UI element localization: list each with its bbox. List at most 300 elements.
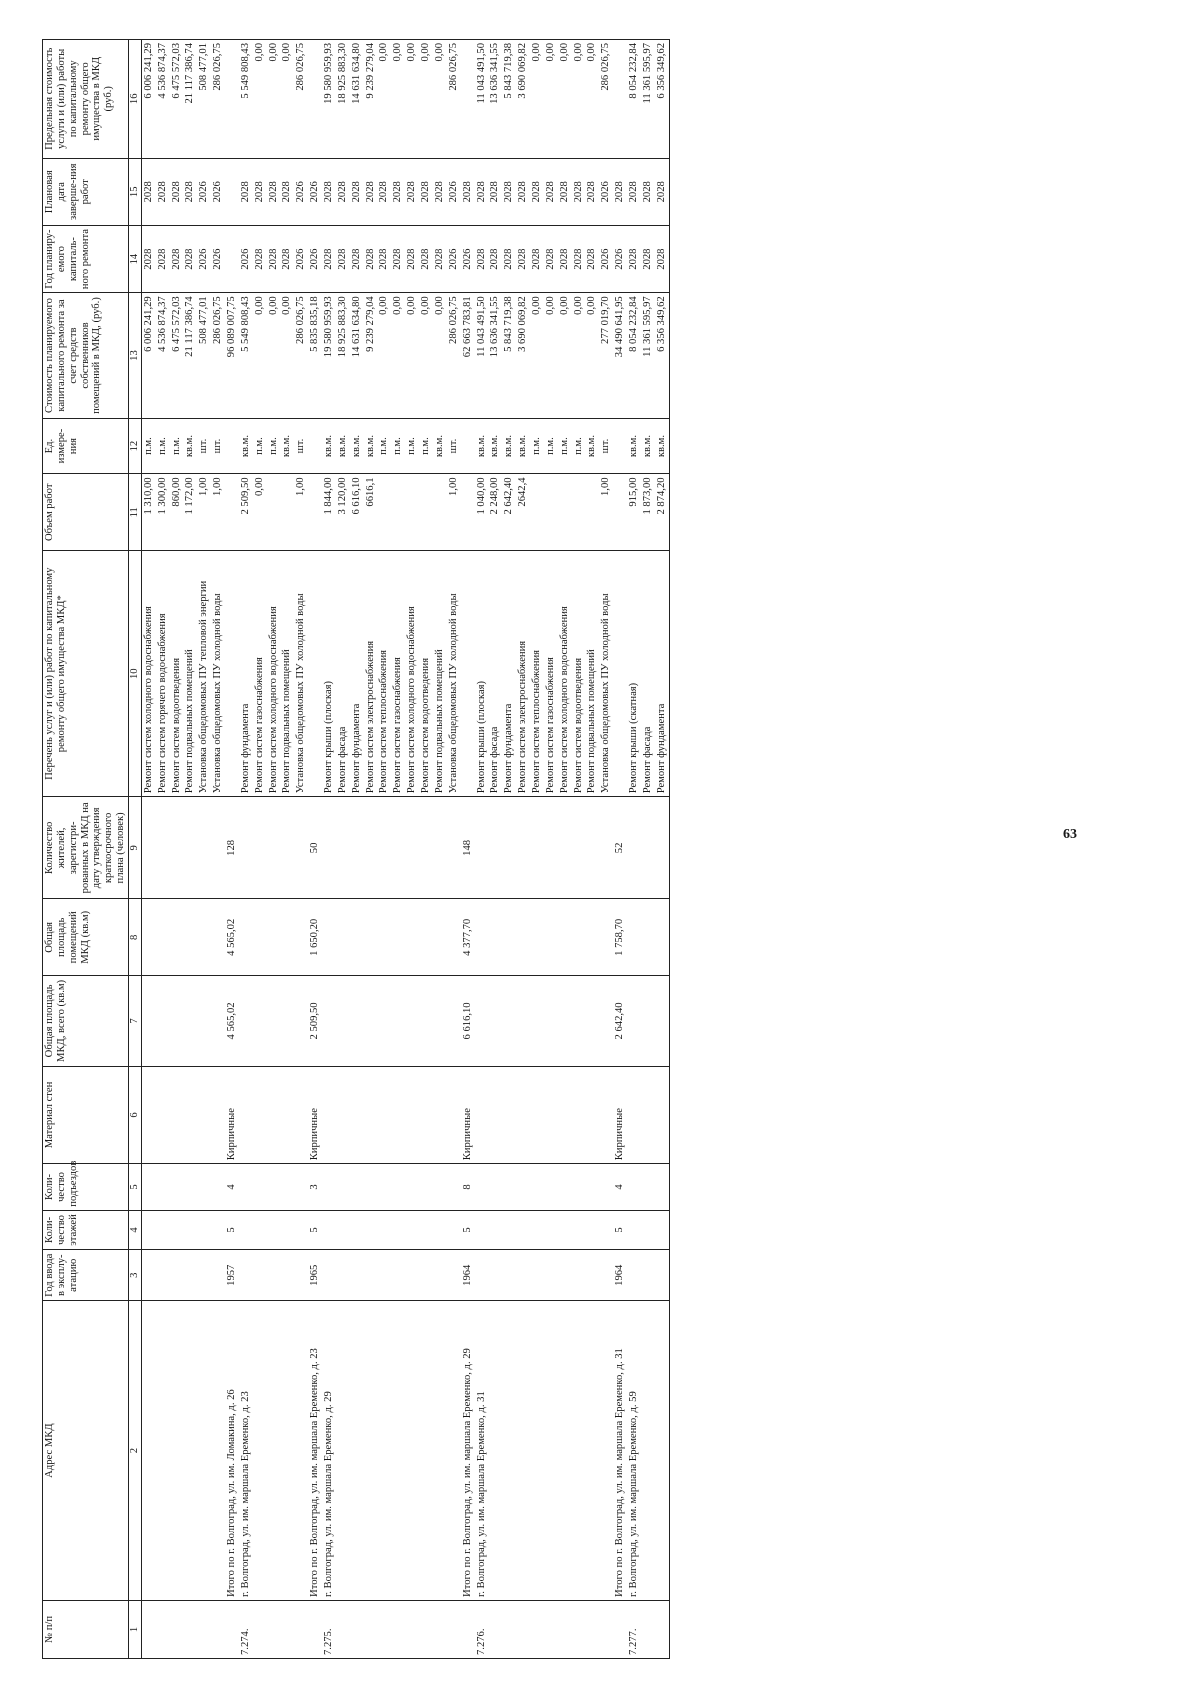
cell-col-1 — [585, 1600, 599, 1658]
total-row — [613, 40, 627, 1659]
cell-col-3 — [475, 1250, 489, 1301]
cell-col-4 — [183, 1210, 197, 1249]
cell-col-11 — [377, 474, 391, 551]
cell-col-1 — [433, 1600, 447, 1658]
cell-col-13: 11 043 491,50 — [475, 293, 489, 418]
cell-col-16: 18 925 883,30 — [336, 40, 350, 159]
cell-col-2 — [211, 1301, 225, 1601]
cell-col-5 — [475, 1164, 489, 1210]
cell-col-3 — [350, 1250, 364, 1301]
cell-col-13: 4 536 874,37 — [156, 293, 170, 418]
cell-col-4 — [141, 1210, 155, 1249]
column-number: 6 — [129, 1066, 142, 1164]
cell-col-2: г. Волгоград, ул. им. маршала Еременко, д. 59 — [627, 1301, 641, 1601]
cell-col-12: п.м. — [253, 418, 267, 474]
cell-col-6: Кирпичные — [225, 1066, 239, 1164]
cell-col-12: п.м. — [419, 418, 433, 474]
header-c5: Коли-чество подъездов — [43, 1164, 129, 1210]
cell-col-15: 2028 — [627, 158, 641, 225]
cell-col-1 — [516, 1600, 530, 1658]
header-c6: Материал стен — [43, 1066, 129, 1164]
cell-col-9 — [655, 797, 669, 899]
cell-col-8 — [377, 899, 391, 976]
cell-col-16: 0,00 — [419, 40, 433, 159]
cell-col-1 — [488, 1600, 502, 1658]
cell-col-15: 2028 — [433, 158, 447, 225]
cell-col-4 — [267, 1210, 281, 1249]
cell-col-12: п.м. — [572, 418, 586, 474]
cell-col-16: 4 536 874,37 — [156, 40, 170, 159]
cell-col-9 — [488, 797, 502, 899]
cell-col-5 — [183, 1164, 197, 1210]
cell-col-15: 2028 — [461, 158, 475, 225]
header-c13: Стоимость планируемого капитального ремонта за счет средств собственников помещений в МКД, (руб.) — [43, 293, 129, 418]
cell-col-8 — [156, 899, 170, 976]
column-number: 2 — [129, 1301, 142, 1601]
cell-col-6 — [183, 1066, 197, 1164]
table-row — [516, 40, 530, 1659]
cell-col-9 — [544, 797, 558, 899]
cell-col-15: 2026 — [599, 158, 613, 225]
cell-col-8 — [239, 899, 253, 976]
cell-col-8: 1 650,20 — [308, 899, 322, 976]
cell-col-14: 2026 — [447, 225, 461, 292]
cell-col-10: Ремонт фасада — [641, 551, 655, 797]
cell-col-4 — [655, 1210, 669, 1249]
table-row — [544, 40, 558, 1659]
cell-col-12: кв.м. — [627, 418, 641, 474]
cell-col-8 — [211, 899, 225, 976]
cell-col-14: 2028 — [336, 225, 350, 292]
cell-col-9 — [530, 797, 544, 899]
cell-col-10: Ремонт подвальных помещений — [183, 551, 197, 797]
cell-col-8 — [405, 899, 419, 976]
cell-col-4 — [364, 1210, 378, 1249]
cell-col-2: г. Волгоград, ул. им. маршала Еременко, д. 23 — [239, 1301, 253, 1601]
cell-col-1 — [461, 1600, 475, 1658]
cell-col-12: п.м. — [141, 418, 155, 474]
cell-col-9 — [170, 797, 184, 899]
cell-col-5 — [267, 1164, 281, 1210]
cell-col-4: 5 — [613, 1210, 627, 1249]
cell-col-2 — [502, 1301, 516, 1601]
cell-col-3 — [655, 1250, 669, 1301]
cell-col-14: 2028 — [405, 225, 419, 292]
cell-col-16: 0,00 — [530, 40, 544, 159]
cell-col-6 — [433, 1066, 447, 1164]
cell-col-10: Ремонт систем холодного водоснабжения — [558, 551, 572, 797]
cell-col-15: 2028 — [585, 158, 599, 225]
cell-col-8 — [253, 899, 267, 976]
cell-col-2 — [405, 1301, 419, 1601]
cell-col-5 — [419, 1164, 433, 1210]
cell-col-9: 50 — [308, 797, 322, 899]
cell-col-3 — [516, 1250, 530, 1301]
cell-col-14: 2028 — [322, 225, 336, 292]
cell-col-6 — [280, 1066, 294, 1164]
cell-col-10: Ремонт систем электроснабжения — [516, 551, 530, 797]
cell-col-16: 6 006 241,29 — [141, 40, 155, 159]
cell-col-13: 14 631 634,80 — [350, 293, 364, 418]
cell-col-4 — [433, 1210, 447, 1249]
cell-col-7 — [558, 976, 572, 1067]
cell-col-7 — [211, 976, 225, 1067]
cell-col-4 — [156, 1210, 170, 1249]
cell-col-6 — [405, 1066, 419, 1164]
cell-col-4 — [627, 1210, 641, 1249]
cell-col-16: 13 636 341,55 — [488, 40, 502, 159]
cell-col-14: 2028 — [267, 225, 281, 292]
cell-col-5 — [433, 1164, 447, 1210]
table-row — [350, 40, 364, 1659]
cell-col-15: 2028 — [613, 158, 627, 225]
header-c4: Коли-чество этажей — [43, 1210, 129, 1249]
cell-col-1 — [183, 1600, 197, 1658]
cell-col-15: 2028 — [488, 158, 502, 225]
cell-col-13: 0,00 — [391, 293, 405, 418]
cell-col-11 — [585, 474, 599, 551]
column-number: 12 — [129, 418, 142, 474]
table-row — [141, 40, 155, 1659]
cell-col-9 — [475, 797, 489, 899]
cell-col-1 — [655, 1600, 669, 1658]
cell-col-2 — [183, 1301, 197, 1601]
cell-col-10: Ремонт подвальных помещений — [280, 551, 294, 797]
cell-col-11: 1,00 — [197, 474, 211, 551]
cell-col-8 — [141, 899, 155, 976]
cell-col-1 — [294, 1600, 308, 1658]
cell-col-2 — [336, 1301, 350, 1601]
cell-col-16: 286 026,75 — [294, 40, 308, 159]
cell-col-13: 0,00 — [253, 293, 267, 418]
cell-col-14: 2028 — [350, 225, 364, 292]
cell-col-1 — [336, 1600, 350, 1658]
cell-col-3 — [364, 1250, 378, 1301]
table-row — [502, 40, 516, 1659]
cell-col-6 — [141, 1066, 155, 1164]
cell-col-11: 2 509,50 — [239, 474, 253, 551]
cell-col-15: 2028 — [253, 158, 267, 225]
cell-col-13: 5 835 835,18 — [308, 293, 322, 418]
cell-col-12 — [461, 418, 475, 474]
cell-col-3 — [502, 1250, 516, 1301]
cell-col-14 — [225, 225, 239, 292]
cell-col-10: Установка общедомовых ПУ тепловой энергии — [197, 551, 211, 797]
table-row — [641, 40, 655, 1659]
header-c9: Количество жителей, зарегистри-рованных в МКД на дату утверждения краткосрочного плана (человек) — [43, 797, 129, 899]
cell-col-3 — [558, 1250, 572, 1301]
cell-col-13: 5 843 719,38 — [502, 293, 516, 418]
cell-col-11 — [461, 474, 475, 551]
cell-col-4 — [585, 1210, 599, 1249]
page-number: 63 — [1063, 827, 1077, 842]
cell-col-9 — [267, 797, 281, 899]
cell-col-5 — [391, 1164, 405, 1210]
cell-col-6: Кирпичные — [308, 1066, 322, 1164]
cell-col-5 — [558, 1164, 572, 1210]
cell-col-5 — [280, 1164, 294, 1210]
cell-col-11 — [225, 474, 239, 551]
cell-col-11: 1 873,00 — [641, 474, 655, 551]
cell-col-4 — [336, 1210, 350, 1249]
cell-col-14: 2028 — [170, 225, 184, 292]
cell-col-10: Ремонт фундамента — [502, 551, 516, 797]
cell-col-13: 11 361 595,97 — [641, 293, 655, 418]
cell-col-16: 286 026,75 — [447, 40, 461, 159]
cell-col-10: Ремонт фасада — [488, 551, 502, 797]
cell-col-3 — [294, 1250, 308, 1301]
cell-col-13: 0,00 — [377, 293, 391, 418]
cell-col-14: 2026 — [197, 225, 211, 292]
cell-col-1 — [197, 1600, 211, 1658]
cell-col-5 — [544, 1164, 558, 1210]
cell-col-8 — [530, 899, 544, 976]
cell-col-5 — [336, 1164, 350, 1210]
cell-col-8 — [419, 899, 433, 976]
cell-col-12: кв.м. — [239, 418, 253, 474]
cell-col-15: 2028 — [502, 158, 516, 225]
cell-col-9 — [405, 797, 419, 899]
cell-col-12: кв.м. — [641, 418, 655, 474]
cell-col-15: 2028 — [156, 158, 170, 225]
cell-col-6 — [627, 1066, 641, 1164]
total-row — [308, 40, 322, 1659]
cell-col-9 — [183, 797, 197, 899]
cell-col-4 — [419, 1210, 433, 1249]
cell-col-4: 5 — [308, 1210, 322, 1249]
cell-col-3 — [197, 1250, 211, 1301]
cell-col-15: 2028 — [350, 158, 364, 225]
cell-col-4 — [253, 1210, 267, 1249]
cell-col-13: 34 490 641,95 — [613, 293, 627, 418]
cell-col-6 — [197, 1066, 211, 1164]
cell-col-11: 1 310,00 — [141, 474, 155, 551]
cell-col-1 — [364, 1600, 378, 1658]
cell-col-1 — [253, 1600, 267, 1658]
cell-col-7: 6 616,10 — [461, 976, 475, 1067]
cell-col-10: Ремонт крыши (плоская) — [475, 551, 489, 797]
column-number: 9 — [129, 797, 142, 899]
cell-col-15: 2028 — [170, 158, 184, 225]
cell-col-7 — [336, 976, 350, 1067]
cell-col-6 — [558, 1066, 572, 1164]
cell-col-6 — [211, 1066, 225, 1164]
cell-col-11: 2 874,20 — [655, 474, 669, 551]
cell-col-3 — [488, 1250, 502, 1301]
cell-col-7 — [322, 976, 336, 1067]
cell-col-11: 1,00 — [447, 474, 461, 551]
cell-col-6 — [585, 1066, 599, 1164]
cell-col-7 — [544, 976, 558, 1067]
cell-col-4 — [475, 1210, 489, 1249]
cell-col-5 — [585, 1164, 599, 1210]
cell-col-4 — [599, 1210, 613, 1249]
cell-col-2 — [572, 1301, 586, 1601]
cell-col-6 — [572, 1066, 586, 1164]
cell-col-10: Ремонт фундамента — [350, 551, 364, 797]
cell-col-13: 18 925 883,30 — [336, 293, 350, 418]
cell-col-14: 2028 — [488, 225, 502, 292]
cell-col-7 — [433, 976, 447, 1067]
cell-col-16: 11 361 595,97 — [641, 40, 655, 159]
cell-col-4 — [391, 1210, 405, 1249]
cell-col-1 — [280, 1600, 294, 1658]
cell-col-12: п.м. — [544, 418, 558, 474]
cell-col-15: 2028 — [377, 158, 391, 225]
cell-col-11: 1,00 — [294, 474, 308, 551]
cell-col-15: 2028 — [267, 158, 281, 225]
cell-col-7 — [488, 976, 502, 1067]
cell-col-8 — [502, 899, 516, 976]
header-c1: № п/п — [43, 1600, 129, 1658]
cell-col-3 — [391, 1250, 405, 1301]
cell-col-5 — [572, 1164, 586, 1210]
cell-col-1 — [419, 1600, 433, 1658]
cell-col-15: 2028 — [558, 158, 572, 225]
cell-col-5: 8 — [461, 1164, 475, 1210]
cell-col-12: шт. — [294, 418, 308, 474]
cell-col-3 — [433, 1250, 447, 1301]
table-row — [253, 40, 267, 1659]
cell-col-5 — [641, 1164, 655, 1210]
cell-col-10: Ремонт систем электроснабжения — [364, 551, 378, 797]
cell-col-4 — [211, 1210, 225, 1249]
cell-col-9 — [364, 797, 378, 899]
cell-col-10: Ремонт систем газоснабжения — [391, 551, 405, 797]
cell-col-12: п.м. — [391, 418, 405, 474]
cell-col-7: 2 642,40 — [613, 976, 627, 1067]
table-row — [530, 40, 544, 1659]
cell-col-2: г. Волгоград, ул. им. маршала Еременко, д. 31 — [475, 1301, 489, 1601]
cell-col-11: 1,00 — [599, 474, 613, 551]
table-row — [627, 40, 641, 1659]
cell-col-7 — [419, 976, 433, 1067]
cell-col-16: 0,00 — [377, 40, 391, 159]
cell-col-15: 2026 — [447, 158, 461, 225]
cell-col-1 — [502, 1600, 516, 1658]
cell-col-13: 0,00 — [585, 293, 599, 418]
cell-col-14: 2026 — [294, 225, 308, 292]
cell-col-6 — [364, 1066, 378, 1164]
cell-col-15: 2028 — [405, 158, 419, 225]
table-row — [655, 40, 669, 1659]
cell-col-1: 7.275. — [322, 1600, 336, 1658]
cell-col-14: 2028 — [364, 225, 378, 292]
cell-col-7 — [405, 976, 419, 1067]
cell-col-13: 96 089 007,75 — [225, 293, 239, 418]
cell-col-5 — [377, 1164, 391, 1210]
table-body — [141, 40, 669, 1659]
cell-col-11: 1 040,00 — [475, 474, 489, 551]
column-number: 14 — [129, 225, 142, 292]
cell-col-12: кв.м. — [350, 418, 364, 474]
cell-col-8 — [558, 899, 572, 976]
cell-col-12: кв.м. — [516, 418, 530, 474]
cell-col-5: 4 — [225, 1164, 239, 1210]
cell-col-16: 0,00 — [558, 40, 572, 159]
cell-col-11: 0,00 — [253, 474, 267, 551]
cell-col-1 — [267, 1600, 281, 1658]
cell-col-12: кв.м. — [280, 418, 294, 474]
cell-col-8 — [516, 899, 530, 976]
cell-col-2 — [488, 1301, 502, 1601]
cell-col-10: Ремонт систем газоснабжения — [544, 551, 558, 797]
cell-col-3 — [170, 1250, 184, 1301]
cell-col-4 — [558, 1210, 572, 1249]
cell-col-10: Ремонт систем теплоснабжения — [530, 551, 544, 797]
cell-col-13: 6 006 241,29 — [141, 293, 155, 418]
cell-col-7 — [141, 976, 155, 1067]
cell-col-12 — [613, 418, 627, 474]
cell-col-15: 2028 — [572, 158, 586, 225]
cell-col-4 — [322, 1210, 336, 1249]
cell-col-10: Ремонт подвальных помещений — [585, 551, 599, 797]
cell-col-15: 2028 — [516, 158, 530, 225]
cell-col-15: 2028 — [655, 158, 669, 225]
cell-col-3 — [405, 1250, 419, 1301]
cell-col-9 — [239, 797, 253, 899]
cell-col-9 — [156, 797, 170, 899]
cell-col-16: 9 239 279,04 — [364, 40, 378, 159]
cell-col-3: 1957 — [225, 1250, 239, 1301]
cell-col-1 — [641, 1600, 655, 1658]
cell-col-3 — [572, 1250, 586, 1301]
cell-col-11: 3 120,00 — [336, 474, 350, 551]
cell-col-1 — [599, 1600, 613, 1658]
cell-col-16 — [461, 40, 475, 159]
cell-col-1: 7.277. — [627, 1600, 641, 1658]
cell-col-16: 6 475 572,03 — [170, 40, 184, 159]
cell-col-1 — [156, 1600, 170, 1658]
cell-col-2 — [585, 1301, 599, 1601]
header-c14: Год планиру-емого капиталь-ного ремонта — [43, 225, 129, 292]
cell-col-15: 2028 — [641, 158, 655, 225]
table-row — [322, 40, 336, 1659]
cell-col-9 — [641, 797, 655, 899]
cell-col-3 — [267, 1250, 281, 1301]
cell-col-10: Ремонт систем водоотведения — [419, 551, 433, 797]
cell-col-1 — [544, 1600, 558, 1658]
header-c12: Ед. измере-ния — [43, 418, 129, 474]
cell-col-11 — [405, 474, 419, 551]
cell-col-10: Ремонт систем горячего водоснабжения — [156, 551, 170, 797]
table-row — [211, 40, 225, 1659]
cell-col-14: 2028 — [572, 225, 586, 292]
cell-col-8 — [475, 899, 489, 976]
cell-col-16: 286 026,75 — [211, 40, 225, 159]
cell-col-13: 19 580 959,93 — [322, 293, 336, 418]
cell-col-3: 1964 — [461, 1250, 475, 1301]
cell-col-8 — [488, 899, 502, 976]
cell-col-16 — [308, 40, 322, 159]
cell-col-14: 2028 — [585, 225, 599, 292]
cell-col-8 — [294, 899, 308, 976]
column-number: 11 — [129, 474, 142, 551]
cell-col-3: 1965 — [308, 1250, 322, 1301]
cell-col-1 — [141, 1600, 155, 1658]
cell-col-9 — [516, 797, 530, 899]
cell-col-9: 148 — [461, 797, 475, 899]
cell-col-2 — [433, 1301, 447, 1601]
cell-col-10: Ремонт систем холодного водоснабжения — [141, 551, 155, 797]
cell-col-9 — [141, 797, 155, 899]
cell-col-11 — [433, 474, 447, 551]
cell-col-2 — [294, 1301, 308, 1601]
cell-col-4 — [239, 1210, 253, 1249]
header-c10: Перечень услуг и (или) работ по капитальному ремонту общего имущества МКД* — [43, 551, 129, 797]
cell-col-13: 0,00 — [544, 293, 558, 418]
cell-col-9 — [197, 797, 211, 899]
